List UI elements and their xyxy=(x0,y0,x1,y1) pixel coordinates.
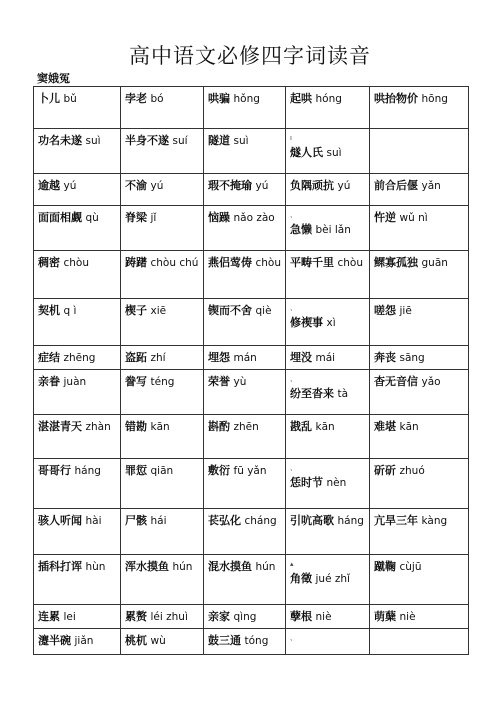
word-text: 脊梁 xyxy=(125,211,147,224)
word-cell xyxy=(370,299,469,346)
pinyin-text: hǒng xyxy=(233,93,260,105)
pinyin-text: xì xyxy=(326,317,336,329)
pinyin-text: téng xyxy=(150,376,175,388)
word-cell xyxy=(121,206,204,251)
word-text: 哄抬物价 xyxy=(374,92,418,105)
word-text: 鳏寡孤独 xyxy=(374,256,418,269)
pinyin-text: yú xyxy=(255,180,269,192)
pinyin-text: hún xyxy=(172,561,193,573)
word-text: 忤逆 xyxy=(374,211,396,224)
table-row xyxy=(34,555,469,605)
word-cell xyxy=(370,346,469,370)
pinyin-text: yǎn xyxy=(421,180,441,192)
word-text: 斟酌 xyxy=(208,420,230,433)
word-cell xyxy=(121,605,204,629)
word-text: 尸骸 xyxy=(125,514,147,527)
pinyin-text: hōng xyxy=(421,93,448,105)
pinyin-text: háng xyxy=(74,465,101,477)
word-text: 错勘 xyxy=(125,420,147,433)
word-text: 哥哥行 xyxy=(38,464,71,477)
pinyin-text: bó xyxy=(150,93,164,105)
pinyin-text: yú xyxy=(337,180,351,192)
word-text: 燧人氏 xyxy=(290,146,323,159)
mark-glyph: ı xyxy=(290,134,292,142)
word-cell xyxy=(34,87,121,129)
word-text: 混水摸鱼 xyxy=(208,560,252,573)
pinyin-text: lei xyxy=(63,611,76,623)
word-cell xyxy=(121,251,204,299)
word-text: 恼躁 xyxy=(208,211,230,224)
mark-glyph: 、 xyxy=(290,211,297,219)
word-text: 桃杌 xyxy=(125,634,147,647)
word-text: 恁时节 xyxy=(290,476,323,489)
pinyin-text: juàn xyxy=(63,376,87,388)
word-text: 平畴千里 xyxy=(290,256,334,269)
word-cell xyxy=(34,459,121,509)
word-text: 插科打诨 xyxy=(38,560,82,573)
table-row xyxy=(34,370,469,415)
word-cell xyxy=(204,555,286,605)
word-text: 症结 xyxy=(38,351,60,364)
table-row xyxy=(34,509,469,555)
word-cell xyxy=(204,629,286,655)
pinyin-text: yú xyxy=(63,180,77,192)
word-cell xyxy=(34,174,121,206)
pinyin-text: hùn xyxy=(85,561,106,573)
word-text: 敷衍 xyxy=(208,464,230,477)
word-text: 半身不遂 xyxy=(125,134,169,147)
pinyin-text: wǔ nì xyxy=(399,212,428,224)
word-cell xyxy=(121,459,204,509)
pinyin-text: qìng xyxy=(233,611,257,623)
mark-glyph: ▴ xyxy=(290,560,294,568)
pinyin-text: qiān xyxy=(150,465,174,477)
word-cell xyxy=(34,206,121,251)
table-row xyxy=(34,346,469,370)
word-text: 罪愆 xyxy=(125,464,147,477)
word-cell xyxy=(34,415,121,459)
pinyin-text: zhēng xyxy=(63,352,96,364)
word-cell xyxy=(370,605,469,629)
word-text: 亢旱三年 xyxy=(374,514,418,527)
word-cell xyxy=(34,555,121,605)
pinyin-text: fū yǎn xyxy=(233,465,267,477)
word-cell xyxy=(204,459,286,509)
word-text: 累赘 xyxy=(125,610,147,623)
pinyin-text: qù xyxy=(85,212,99,224)
pinyin-text: kān xyxy=(315,421,335,433)
word-text: 卜儿 xyxy=(38,92,60,105)
pinyin-text: hún xyxy=(255,561,276,573)
word-cell xyxy=(286,129,370,174)
word-text: 连累 xyxy=(38,610,60,623)
word-text: 起哄 xyxy=(290,92,312,105)
word-text: 瀽半碗 xyxy=(38,634,71,647)
word-text: 杳无音信 xyxy=(374,375,418,388)
word-cell xyxy=(370,87,469,129)
word-text: 前合后偃 xyxy=(374,179,418,192)
pinyin-text: yú xyxy=(150,180,164,192)
table-row xyxy=(34,87,469,129)
word-text: 隧道 xyxy=(208,134,230,147)
word-cell xyxy=(286,415,370,459)
pinyin-text: yù xyxy=(233,376,247,388)
word-text: 荣誉 xyxy=(208,375,230,388)
word-text: 修禊事 xyxy=(290,316,323,329)
word-text: 亲家 xyxy=(208,610,230,623)
table-row xyxy=(34,206,469,251)
table-row xyxy=(34,605,469,629)
pinyin-text: mái xyxy=(315,352,336,364)
pinyin-text: zhàn xyxy=(85,421,111,433)
word-text: 踌躇 xyxy=(125,256,147,269)
word-cell xyxy=(121,87,204,129)
word-text: 急懒 xyxy=(290,223,312,236)
pinyin-text: zhēn xyxy=(233,421,259,433)
table-row xyxy=(34,459,469,509)
word-cell xyxy=(370,206,469,251)
word-text: 嗟怨 xyxy=(374,304,396,317)
pinyin-text: léi zhuì xyxy=(150,611,188,623)
mark-glyph: 、 xyxy=(290,304,297,312)
word-cell xyxy=(121,346,204,370)
pinyin-text: chòu xyxy=(255,257,282,269)
word-text: 奔丧 xyxy=(374,351,396,364)
word-cell xyxy=(286,370,370,415)
word-cell xyxy=(34,129,121,174)
word-cell xyxy=(121,129,204,174)
word-text: 埋没 xyxy=(290,351,312,364)
word-cell xyxy=(286,459,370,509)
section-title: 窦娥冤 xyxy=(37,72,70,85)
word-text: 稠密 xyxy=(38,256,60,269)
word-cell xyxy=(204,415,286,459)
pinyin-text: cháng xyxy=(244,515,277,527)
word-cell xyxy=(204,370,286,415)
pinyin-text: jué zhǐ xyxy=(315,573,350,585)
pinyin-text: jiē xyxy=(399,305,412,317)
word-cell xyxy=(34,251,121,299)
word-cell xyxy=(121,415,204,459)
word-text: 苌弘化 xyxy=(208,514,241,527)
table-row xyxy=(34,129,469,174)
word-text: 戡乱 xyxy=(290,420,312,433)
word-cell xyxy=(370,370,469,415)
pinyin-text: jiǎn xyxy=(74,635,94,647)
word-text: 面面相觑 xyxy=(38,211,82,224)
word-text: 楔子 xyxy=(125,304,147,317)
word-cell xyxy=(286,299,370,346)
word-cell xyxy=(121,299,204,346)
pinyin-text: suì xyxy=(85,135,101,147)
word-cell xyxy=(121,370,204,415)
word-cell xyxy=(370,509,469,555)
pinyin-text: tà xyxy=(337,388,349,400)
pinyin-text: suì xyxy=(233,135,249,147)
word-cell xyxy=(286,346,370,370)
word-text: 湛湛青天 xyxy=(38,420,82,433)
pinyin-text: q ì xyxy=(63,305,77,317)
word-cell xyxy=(286,629,370,655)
table-row xyxy=(34,299,469,346)
word-cell xyxy=(370,129,469,174)
word-cell xyxy=(286,174,370,206)
word-text: 骇人听闻 xyxy=(38,514,82,527)
pinyin-text: niè xyxy=(315,611,332,623)
pinyin-text: yǎo xyxy=(421,376,441,388)
mark-glyph: 、 xyxy=(290,375,297,383)
pinyin-text: nǎo zào xyxy=(233,212,275,224)
word-cell xyxy=(286,87,370,129)
word-cell xyxy=(370,629,469,655)
pinyin-text: jǐ xyxy=(150,212,157,224)
word-cell xyxy=(34,370,121,415)
pinyin-text: mán xyxy=(233,352,257,364)
pinyin-text: nèn xyxy=(326,477,347,489)
word-cell xyxy=(121,509,204,555)
word-text: 孽根 xyxy=(290,610,312,623)
pinyin-text: qiè xyxy=(255,305,272,317)
pinyin-text: chòu xyxy=(63,257,90,269)
pinyin-text: chòu xyxy=(337,257,364,269)
word-text: 逾越 xyxy=(38,179,60,192)
word-text: 孛老 xyxy=(125,92,147,105)
word-cell xyxy=(204,87,286,129)
pinyin-text: háng xyxy=(337,515,364,527)
word-text: 哄骗 xyxy=(208,92,230,105)
pinyin-text: cùjū xyxy=(399,561,422,573)
word-cell xyxy=(121,629,204,655)
pinyin-text: guān xyxy=(421,257,448,269)
word-cell xyxy=(370,251,469,299)
pinyin-text: bǔ xyxy=(63,93,77,105)
word-cell xyxy=(286,251,370,299)
word-text: 亲眷 xyxy=(38,375,60,388)
pinyin-text: xiē xyxy=(150,305,167,317)
word-cell xyxy=(121,174,204,206)
word-cell xyxy=(34,605,121,629)
word-text: 浑水摸鱼 xyxy=(125,560,169,573)
word-text: 埋怨 xyxy=(208,351,230,364)
word-cell xyxy=(204,605,286,629)
word-text: 契机 xyxy=(38,304,60,317)
word-text: 引吭高歌 xyxy=(290,514,334,527)
word-cell xyxy=(204,346,286,370)
word-text: 瑕不掩瑜 xyxy=(208,179,252,192)
word-text: 盗跖 xyxy=(125,351,147,364)
word-text: 燕侣莺俦 xyxy=(208,256,252,269)
word-text: 鼓三通 xyxy=(208,634,241,647)
table-row xyxy=(34,251,469,299)
word-cell xyxy=(34,509,121,555)
word-cell xyxy=(370,555,469,605)
word-cell xyxy=(370,459,469,509)
word-cell xyxy=(204,509,286,555)
word-cell xyxy=(34,299,121,346)
page-title: 高中语文必修四字词读音 xyxy=(129,44,371,68)
word-text: 负隅顽抗 xyxy=(290,179,334,192)
pinyin-text: kān xyxy=(399,421,419,433)
word-cell xyxy=(204,174,286,206)
word-cell xyxy=(286,206,370,251)
word-text: 萌蘖 xyxy=(374,610,396,623)
word-text: 难堪 xyxy=(374,420,396,433)
word-text: 角徵 xyxy=(290,572,312,585)
pinyin-text: hái xyxy=(150,515,167,527)
word-text: 锲而不舍 xyxy=(208,304,252,317)
word-cell xyxy=(286,555,370,605)
pinyin-text: zhuó xyxy=(399,465,425,477)
word-text: 誊写 xyxy=(125,375,147,388)
word-cell xyxy=(204,206,286,251)
pinyin-text: hóng xyxy=(315,93,342,105)
word-cell xyxy=(204,299,286,346)
pinyin-text: hài xyxy=(85,515,102,527)
word-cell xyxy=(34,346,121,370)
word-text: 蹴鞠 xyxy=(374,560,396,573)
word-cell xyxy=(286,509,370,555)
pinyin-text: kān xyxy=(150,421,170,433)
word-text: 纷至沓来 xyxy=(290,387,334,400)
word-cell xyxy=(34,629,121,655)
word-text: 不渝 xyxy=(125,179,147,192)
pinyin-text: kàng xyxy=(421,515,448,527)
pinyin-text: zhí xyxy=(150,352,166,364)
word-cell xyxy=(286,605,370,629)
word-cell xyxy=(370,415,469,459)
word-cell xyxy=(121,555,204,605)
table-row xyxy=(34,415,469,459)
pinyin-text: suì xyxy=(326,147,342,159)
pinyin-text: chòu chú xyxy=(150,257,199,269)
pinyin-text: bèi lǎn xyxy=(315,224,351,236)
word-table xyxy=(33,86,469,655)
word-cell xyxy=(204,251,286,299)
word-text: 斫斫 xyxy=(374,464,396,477)
pinyin-text: niè xyxy=(399,611,416,623)
pinyin-text: sāng xyxy=(399,352,425,364)
table-row xyxy=(34,174,469,206)
pinyin-text: tóng xyxy=(244,635,269,647)
mark-glyph: 、 xyxy=(290,634,297,642)
mark-glyph: 、 xyxy=(290,464,297,472)
pinyin-text: suí xyxy=(172,135,188,147)
pinyin-text: wù xyxy=(150,635,166,647)
word-cell xyxy=(204,129,286,174)
word-text: 功名未遂 xyxy=(38,134,82,147)
word-cell xyxy=(370,174,469,206)
table-row xyxy=(34,629,469,655)
